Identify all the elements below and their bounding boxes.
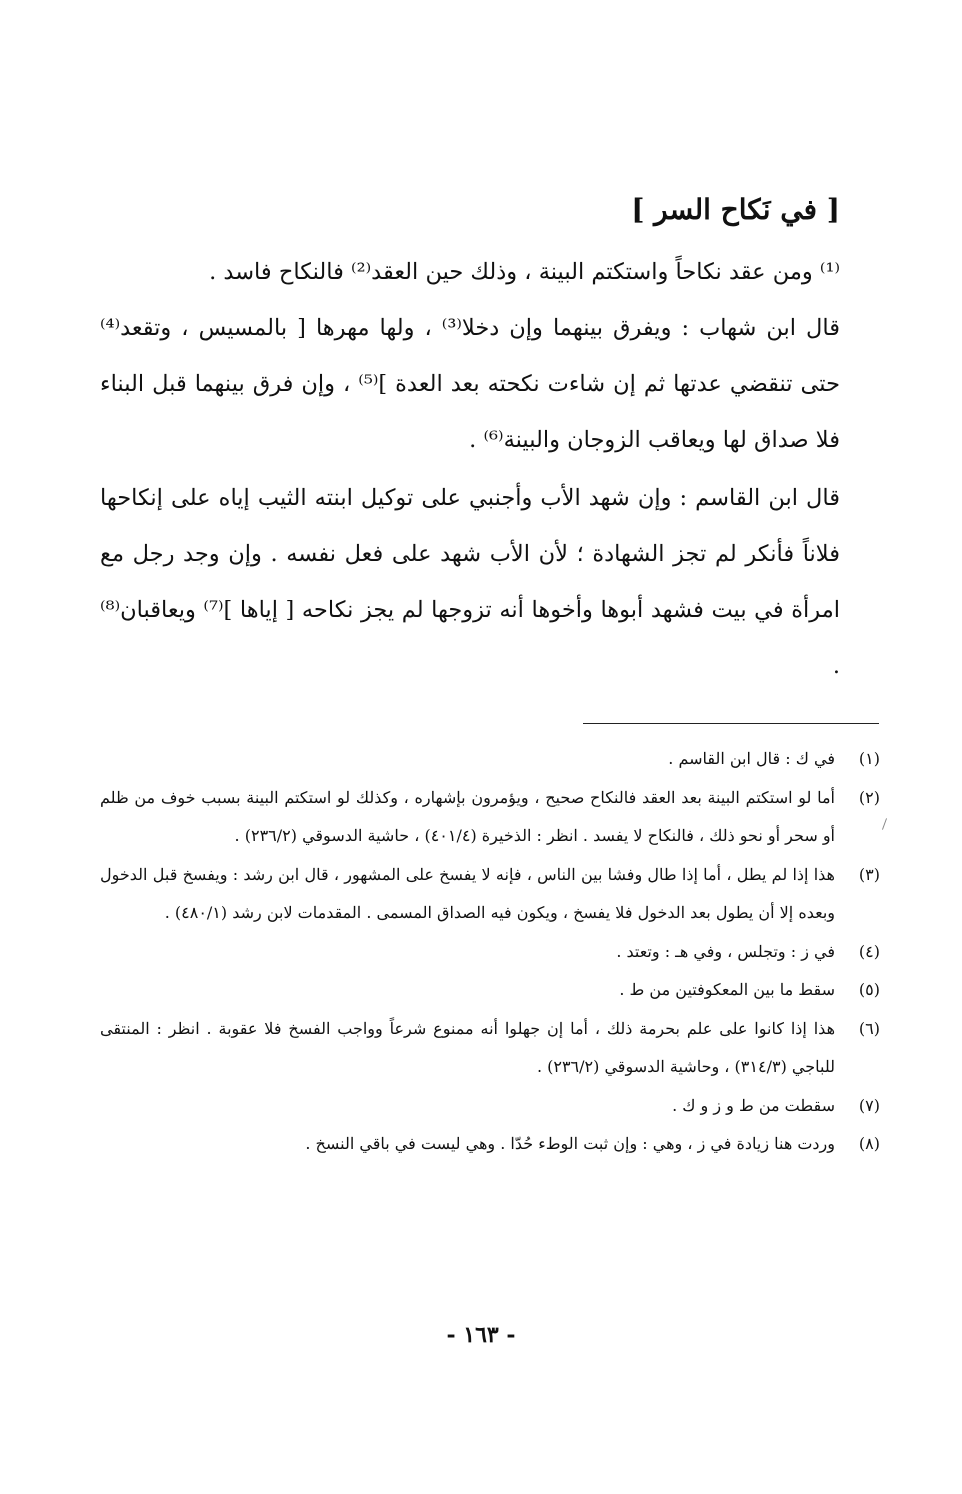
footnote-number: (٥) [858, 980, 880, 999]
footnote-text: أما لو استكتم البينة بعد العقد فالنكاح صحيح ، ويؤمرون بإشهاره ، وكذلك لو استكتم البينة بسبب خوف من ظلم أو سحر أو نحو ذلك ، فالنكاح لا يفسد . انظر : الذخيرة (٤٠١/٤) ، حاشية الدسوقي (٢٣٦/٢) . [100, 787, 835, 845]
body-paragraph: قال ابن القاسم : وإن شهد الأب وأجنبي على توكيل ابنته الثيب إياه على إنكاحها فلاناً فأنكر لم تجز الشهادة ؛ لأن الأب شهد على فعل نفسه . وإن وجد رجل مع امرأة في بيت فشهد أبوها وأخوها أنه تزوجها لم يجز نكاحه [ إياها ]⁽⁷⁾ ويعاقبان⁽⁸⁾ . [100, 485, 840, 679]
footnote-number: (١) [858, 749, 880, 768]
footnote-item [100, 779, 880, 856]
footnote-item [100, 740, 880, 779]
footnote-number: (٦) [858, 1018, 880, 1038]
footnote-item [100, 933, 880, 972]
footnote-item [100, 856, 880, 933]
footnote-number: (٣) [858, 864, 880, 884]
footnote-text: هذا إذا كانوا على علم بحرمة ذلك ، أما إن جهلوا أنه ممنوع شرعاً وواجب الفسخ فلا عقوبة . انظر : المنتقى للباجي (٣١٤/٣) ، وحاشية الدسوقي (٢٣٦/٢) . [100, 1018, 835, 1076]
footnote-item [100, 1125, 880, 1164]
footnote-item [100, 971, 880, 1010]
footnote-text: سقطت من ط و ز و ك . [672, 1095, 835, 1115]
footnote-item [100, 1087, 880, 1126]
footnote-text: في ك : قال ابن القاسم . [668, 749, 835, 768]
page-number: - ١٦٣ - [446, 1322, 516, 1348]
footnote-text: وردت هنا زيادة في ز ، وهي : وإن ثبت الوطء حُدّا . وهي ليست في باقي النسخ . [305, 1134, 835, 1153]
body-paragraph: قال ابن شهاب : ويفرق بينهما وإن دخلا⁽³⁾ ، ولها مهرها [ بالمسيس ، وتقعد⁽⁴⁾ حتى تنقضي عدتها ثم إن شاءت نكحته بعد العدة ]⁽⁵⁾ ، وإن فرق بينهما قبل البناء فلا صداق لها ويعاقب الزوجان والبينة⁽⁶⁾ . [100, 315, 840, 453]
footnote-text: سقط ما بين المعكوفتين من ط . [619, 980, 835, 999]
footnote-text: هذا إذا لم يطل ، أما إذا طال وفشا بين الناس ، فإنه لا يفسخ على المشهور ، قال ابن رشد : ويفسخ قبل الدخول وبعده إلا أن يطول بعد الدخول فلا يفسخ ، ويكون فيه الصداق المسمى . المقدمات لابن رشد (٤٨٠/١) . [100, 864, 835, 922]
footnote-number: (٤) [858, 941, 880, 961]
footnote-number: (٧) [858, 1095, 880, 1115]
footnote-separator [583, 723, 879, 724]
footnote-item [100, 1010, 880, 1087]
body-paragraph: ⁽¹⁾ ومن عقد نكاحاً واستكتم البينة ، وذلك حين العقد⁽²⁾ فالنكاح فاسد . [209, 259, 840, 285]
footnotes-section [100, 740, 880, 1164]
section-heading: [ في نَكاح السر ] [631, 193, 840, 226]
footnote-text: في ز : وتجلس ، وفي هـ : وتعتد . [616, 941, 835, 961]
footnote-number: (٢) [858, 787, 880, 807]
margin-mark [882, 818, 887, 830]
footnote-number: (٨) [858, 1134, 880, 1153]
